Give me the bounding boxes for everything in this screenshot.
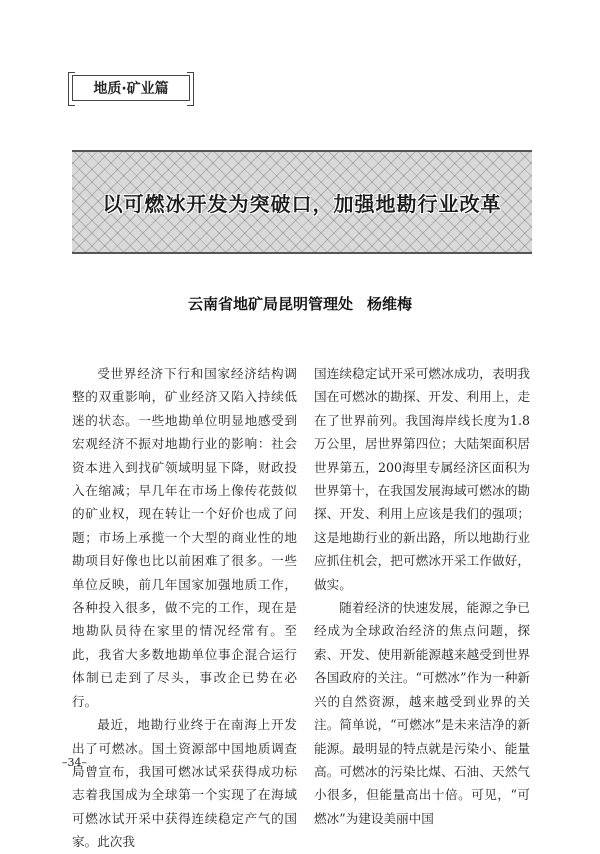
paragraph: 最近，地勘行业终于在南海上开发出了可燃冰。国土资源部中国地质调查局曾宣布，我国可燃冰试采获得成功标志着我国成为全球第一个实现了在海域可燃冰试开采中获得连续稳定产气的国家。此次我: [72, 717, 297, 850]
right-column: [314, 362, 530, 830]
paragraph: 受世界经济下行和国家经济结构调整的双重影响，矿业经济又陷入持续低迷的状态。一些地勘单位明显地感受到宏观经济不振对地勘行业的影响：社会资本进入到找矿领域明显下降，财政投入在缩减；早几年在市场上像传花鼓似的矿业权，现在转让一个好价也成了问题；市场上承揽一个大型的商业性的地勘项目好像也比以前困难了很多。一些单位反映，前几年国家加强地质工作，各种投入很多，做不完的工作，现在是地勘队员待在家里的情况经常有。至此，我省大多数地勘单位事企混合运行体制已走到了尽头，事改企已势在必行。: [72, 366, 297, 709]
author-name: 杨维梅: [367, 295, 413, 313]
left-column: [72, 362, 297, 854]
section-tag: 地质·矿业篇: [72, 75, 190, 101]
paragraph: 国连续稳定试开采可燃冰成功，表明我国在可燃冰的勘探、开发、利用上，走在了世界前列。我国海岸线长度为1.8万公里，居世界第四位；大陆架面积居世界第五，200海里专属经济区面积为世界第十，在我国发展海域可燃冰的勘探、开发、利用上应该是我们的强项；这是地勘行业的新出路，所以地勘行业应抓住机会，把可燃冰开采工作做好，做实。: [314, 366, 530, 592]
article-title: 以可燃冰开发为突破口，加强地勘行业改革: [102, 191, 502, 216]
paragraph: 随着经济的快速发展，能源之争已经成为全球政治经济的焦点问题，探索、开发、使用新能源越来越受到世界各国政府的关注。“可燃冰”作为一种新兴的自然资源，越来越受到业界的关注。简单说，“可燃冰”是未来洁净的新能源。最明显的特点就是污染小、能量高。可燃冰的污染比煤、石油、天然气小很多，但能量高出十倍。可见，“可燃冰”为建设美丽中国: [314, 600, 530, 826]
byline: [0, 293, 600, 314]
author-organization: 云南省地矿局昆明管理处: [187, 295, 353, 313]
title-banner: [72, 150, 532, 254]
page-number: –34–: [62, 756, 87, 769]
